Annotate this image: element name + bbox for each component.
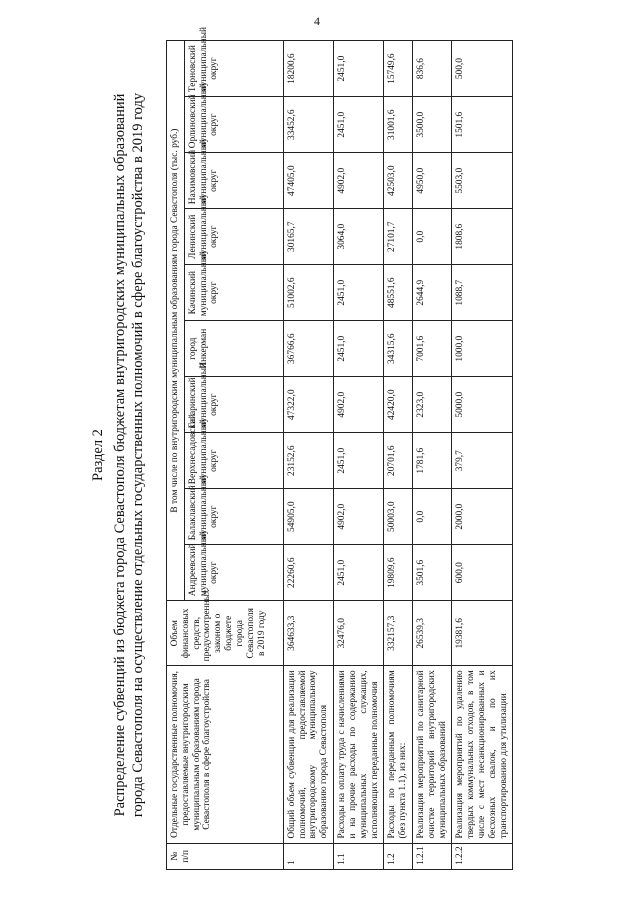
header-municipality: Ленинский муниципальный округ (184, 209, 283, 265)
header-municipality: Терновский муниципальный округ (184, 41, 283, 97)
header-municipalities-group: В том числе по внутригородским муниципальным образованиям города Севастополя (тыс. руб.) (167, 41, 185, 601)
row-volume: 364633,3 (283, 601, 333, 666)
table-row (412, 41, 451, 870)
row-value: 4902,0 (334, 153, 384, 209)
row-value: 2323,0 (412, 377, 451, 433)
row-value: 2451,0 (334, 433, 384, 489)
row-value: 31001,6 (384, 97, 413, 153)
row-value: 1781,6 (412, 433, 451, 489)
header-municipality: Нахимовский муниципальный округ (184, 153, 283, 209)
document-title-line-2: города Севастополя на осуществление отдельных государственных полномочий в сфере благоустройства в 2019 году (130, 92, 146, 818)
row-name: Общий объем субвенции для реализации полномочий, предоставляемой внутригородскому муниципальному образованию города Севастополя (283, 666, 333, 843)
row-value: 50003,0 (384, 489, 413, 545)
row-value: 0,0 (412, 209, 451, 265)
row-value: 48551,6 (384, 265, 413, 321)
row-value: 27101,7 (384, 209, 413, 265)
row-value: 2000,0 (452, 489, 513, 545)
row-value: 3501,6 (412, 545, 451, 601)
row-value: 42503,0 (384, 153, 413, 209)
row-value: 600,0 (452, 545, 513, 601)
row-value: 3500,0 (412, 97, 451, 153)
table-row (283, 41, 333, 870)
row-value: 1501,6 (452, 97, 513, 153)
header-powers: Отдельные государственные полномочия, предоставляемые внутригородским муниципальным образованиям города Севастополя в сфере благоустройства (167, 666, 284, 843)
row-value: 15749,6 (384, 41, 413, 97)
row-number: 1.1 (334, 843, 384, 869)
row-value: 4902,0 (334, 489, 384, 545)
rotated-page-content (52, 26, 622, 870)
row-value: 4902,0 (334, 377, 384, 433)
row-value: 2451,0 (334, 321, 384, 377)
row-value: 4950,0 (412, 153, 451, 209)
row-volume: 19381,6 (452, 601, 513, 666)
row-value: 47405,0 (283, 153, 333, 209)
row-name: Реализация мероприятий по удалению твердых коммунальных отходов, в том числе с мест несанкционированных и бесхозных свалок, и по их транспортированию для утилизации (452, 666, 513, 843)
table-row (384, 41, 413, 870)
row-value: 379,7 (452, 433, 513, 489)
row-volume: 26539,3 (412, 601, 451, 666)
header-volume: Объем финансовых средств, предусмотренных законом о бюджете города Севастополя в 2019 году (167, 601, 284, 666)
row-number: 1.2.1 (412, 843, 451, 869)
row-value: 2451,0 (334, 265, 384, 321)
table-row (334, 41, 384, 870)
table-header-row (167, 41, 185, 870)
row-value: 836,6 (412, 41, 451, 97)
row-value: 0,0 (412, 489, 451, 545)
row-value: 500,0 (452, 41, 513, 97)
row-number: 1 (283, 843, 333, 869)
subventions-table (166, 26, 513, 870)
header-municipality: Орлиновский муниципальный округ (184, 97, 283, 153)
row-value: 1088,7 (452, 265, 513, 321)
row-value: 42420,0 (384, 377, 413, 433)
row-number: 1.2.2 (452, 843, 513, 869)
row-value: 1000,0 (452, 321, 513, 377)
row-value: 1808,6 (452, 209, 513, 265)
row-value: 20701,6 (384, 433, 413, 489)
header-num: № п/п (167, 843, 284, 869)
header-municipality: город Инкерман (184, 321, 283, 377)
row-value: 36766,6 (283, 321, 333, 377)
row-value: 47322,0 (283, 377, 333, 433)
row-value: 34315,6 (384, 321, 413, 377)
row-value: 54905,0 (283, 489, 333, 545)
row-value: 18200,6 (283, 41, 333, 97)
row-value: 2451,0 (334, 97, 384, 153)
row-value: 3064,0 (334, 209, 384, 265)
table-row (452, 41, 513, 870)
document-title-line-1: Распределение субвенций из бюджета города Севастополя бюджетам внутригородских муниципальных образований (112, 93, 128, 817)
row-value: 2451,0 (334, 41, 384, 97)
row-name: Расходы по переданным полномочиям (без пункта 1.1), из них: (384, 666, 413, 843)
row-value: 7001,6 (412, 321, 451, 377)
header-municipality: Балаклавский муниципальный округ (184, 489, 283, 545)
row-name: Расходы на оплату труда с начислениями и на прочие расходы по содержанию муниципальных служащих, исполняющих переданные полномочия (334, 666, 384, 843)
row-volume: 32476,0 (334, 601, 384, 666)
row-value: 51002,6 (283, 265, 333, 321)
header-municipality: Качинский муниципальный округ (184, 265, 283, 321)
row-value: 2451,0 (334, 545, 384, 601)
section-heading: Раздел 2 (90, 429, 106, 481)
row-name: Реализация мероприятий по санитарной очистке территорий внутригородских муниципальных образований (412, 666, 451, 843)
header-municipality: Верхнесадовский муниципальный округ (184, 433, 283, 489)
row-value: 5503,0 (452, 153, 513, 209)
header-municipality: Гагаринский муниципальный округ (184, 377, 283, 433)
row-value: 23152,6 (283, 433, 333, 489)
header-municipality: Андреевский муниципальный округ (184, 545, 283, 601)
row-value: 22260,6 (283, 545, 333, 601)
row-number: 1.2 (384, 843, 413, 869)
row-value: 30165,7 (283, 209, 333, 265)
row-value: 5000,0 (452, 377, 513, 433)
row-value: 19809,6 (384, 545, 413, 601)
row-value: 2644,9 (412, 265, 451, 321)
page-number: 4 (314, 14, 320, 28)
row-value: 33452,6 (283, 97, 333, 153)
row-volume: 332157,3 (384, 601, 413, 666)
